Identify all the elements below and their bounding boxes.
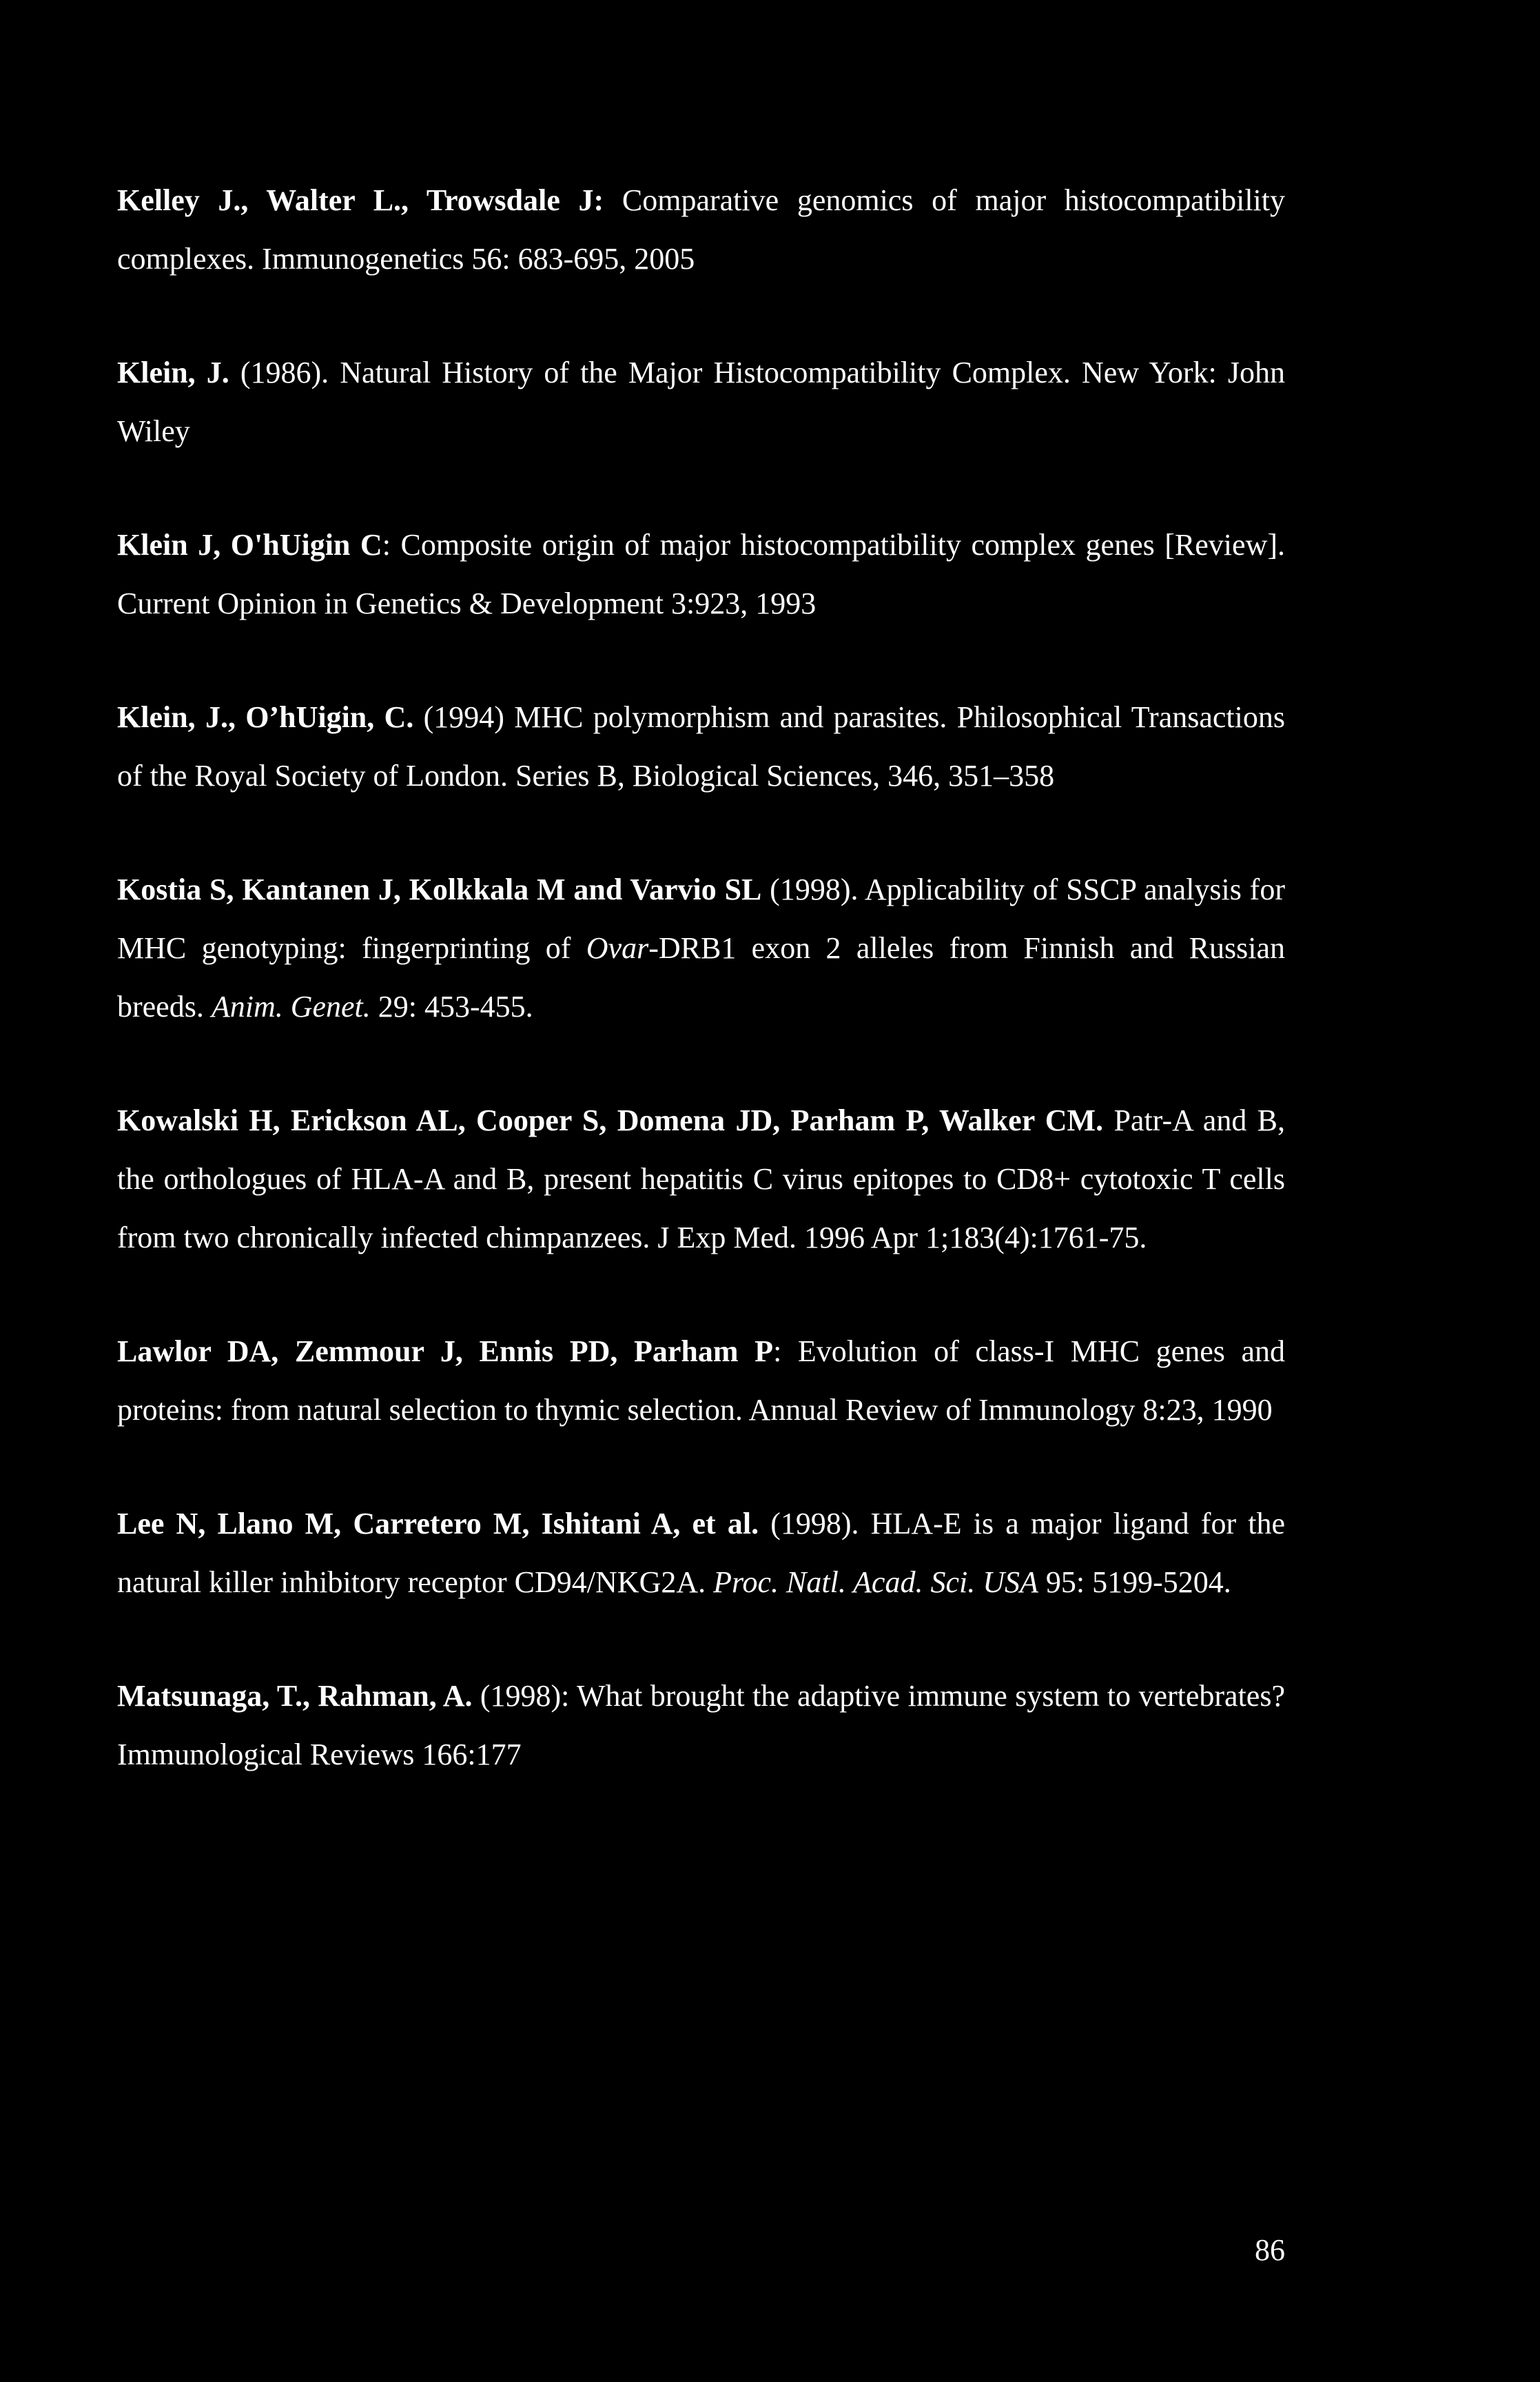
reference-entry: [117, 516, 1285, 633]
reference-authors: Kowalski H, Erickson AL, Cooper S, Domena JD, Parham P, Walker CM.: [117, 1103, 1104, 1137]
reference-authors: Kostia S, Kantanen J, Kolkkala M and Varvio SL: [117, 873, 762, 906]
reference-authors: Kelley J., Walter L., Trowsdale J:: [117, 183, 604, 217]
reference-text: Comparative genomics of major histocompatibility complexes. Immunogenetics 56: 683-695, 2005: [117, 183, 1285, 276]
reference-entry: [117, 1667, 1285, 1784]
reference-text: (1998). HLA-E is a major ligand for the natural killer inhibitory receptor CD94/NKG2A.: [117, 1507, 1286, 1599]
reference-text: (1986). Natural History of the Major Histocompatibility Complex. New York: John Wiley: [117, 356, 1285, 448]
reference-text: 29: 453-455.: [370, 990, 533, 1024]
page-number: 86: [1255, 2233, 1285, 2267]
reference-authors: Lawlor DA, Zemmour J, Ennis PD, Parham P: [117, 1334, 774, 1368]
reference-text: : Composite origin of major histocompatibility complex genes [Review]. Current Opinion in Genetics & Development 3:923, 1993: [117, 528, 1285, 620]
reference-authors: Matsunaga, T., Rahman, A.: [117, 1679, 473, 1713]
reference-entry: [117, 688, 1285, 805]
reference-authors: Lee N, Llano M, Carretero M, Ishitani A, et al.: [117, 1507, 759, 1540]
reference-entry: [117, 1091, 1285, 1267]
reference-text: Patr-A and B, the orthologues of HLA-A and B, present hepatitis C virus epitopes to CD8+ cytotoxic T cells from two chronically infected chimpanzees. J Exp Med. 1996 Apr 1;183(4):1761-75.: [117, 1103, 1286, 1254]
reference-italic-journal: Anim. Genet.: [211, 990, 371, 1024]
reference-authors: Klein, J., O’hUigin, C.: [117, 700, 414, 734]
reference-list: [117, 171, 1285, 1839]
reference-authors: Klein J, O'hUigin C: [117, 528, 382, 562]
reference-text: 95: 5199-5204.: [1038, 1565, 1231, 1599]
reference-entry: [117, 1494, 1285, 1611]
reference-text: (1998). Applicability of SSCP analysis for MHC genotyping: fingerprinting of: [117, 873, 1285, 965]
reference-entry: [117, 343, 1285, 460]
reference-text: (1994) MHC polymorphism and parasites. Philosophical Transactions of the Royal Society of London. Series B, Biological Sciences, 346, 351–358: [117, 700, 1285, 793]
reference-entry: [117, 1322, 1285, 1439]
reference-entry: [117, 171, 1285, 288]
reference-italic-journal: Proc. Natl. Acad. Sci. USA: [713, 1565, 1038, 1599]
reference-italic-gene: Ovar: [586, 931, 649, 965]
reference-authors: Klein, J.: [117, 356, 229, 389]
reference-text: -DRB1 exon 2 alleles from Finnish and Russian breeds.: [117, 931, 1285, 1024]
reference-entry: [117, 860, 1285, 1036]
reference-text: : Evolution of class-I MHC genes and proteins: from natural selection to thymic selection. Annual Review of Immunology 8:23, 1990: [117, 1334, 1286, 1427]
reference-text: (1998): What brought the adaptive immune system to vertebrates? Immunological Reviews 166:177: [117, 1679, 1285, 1771]
